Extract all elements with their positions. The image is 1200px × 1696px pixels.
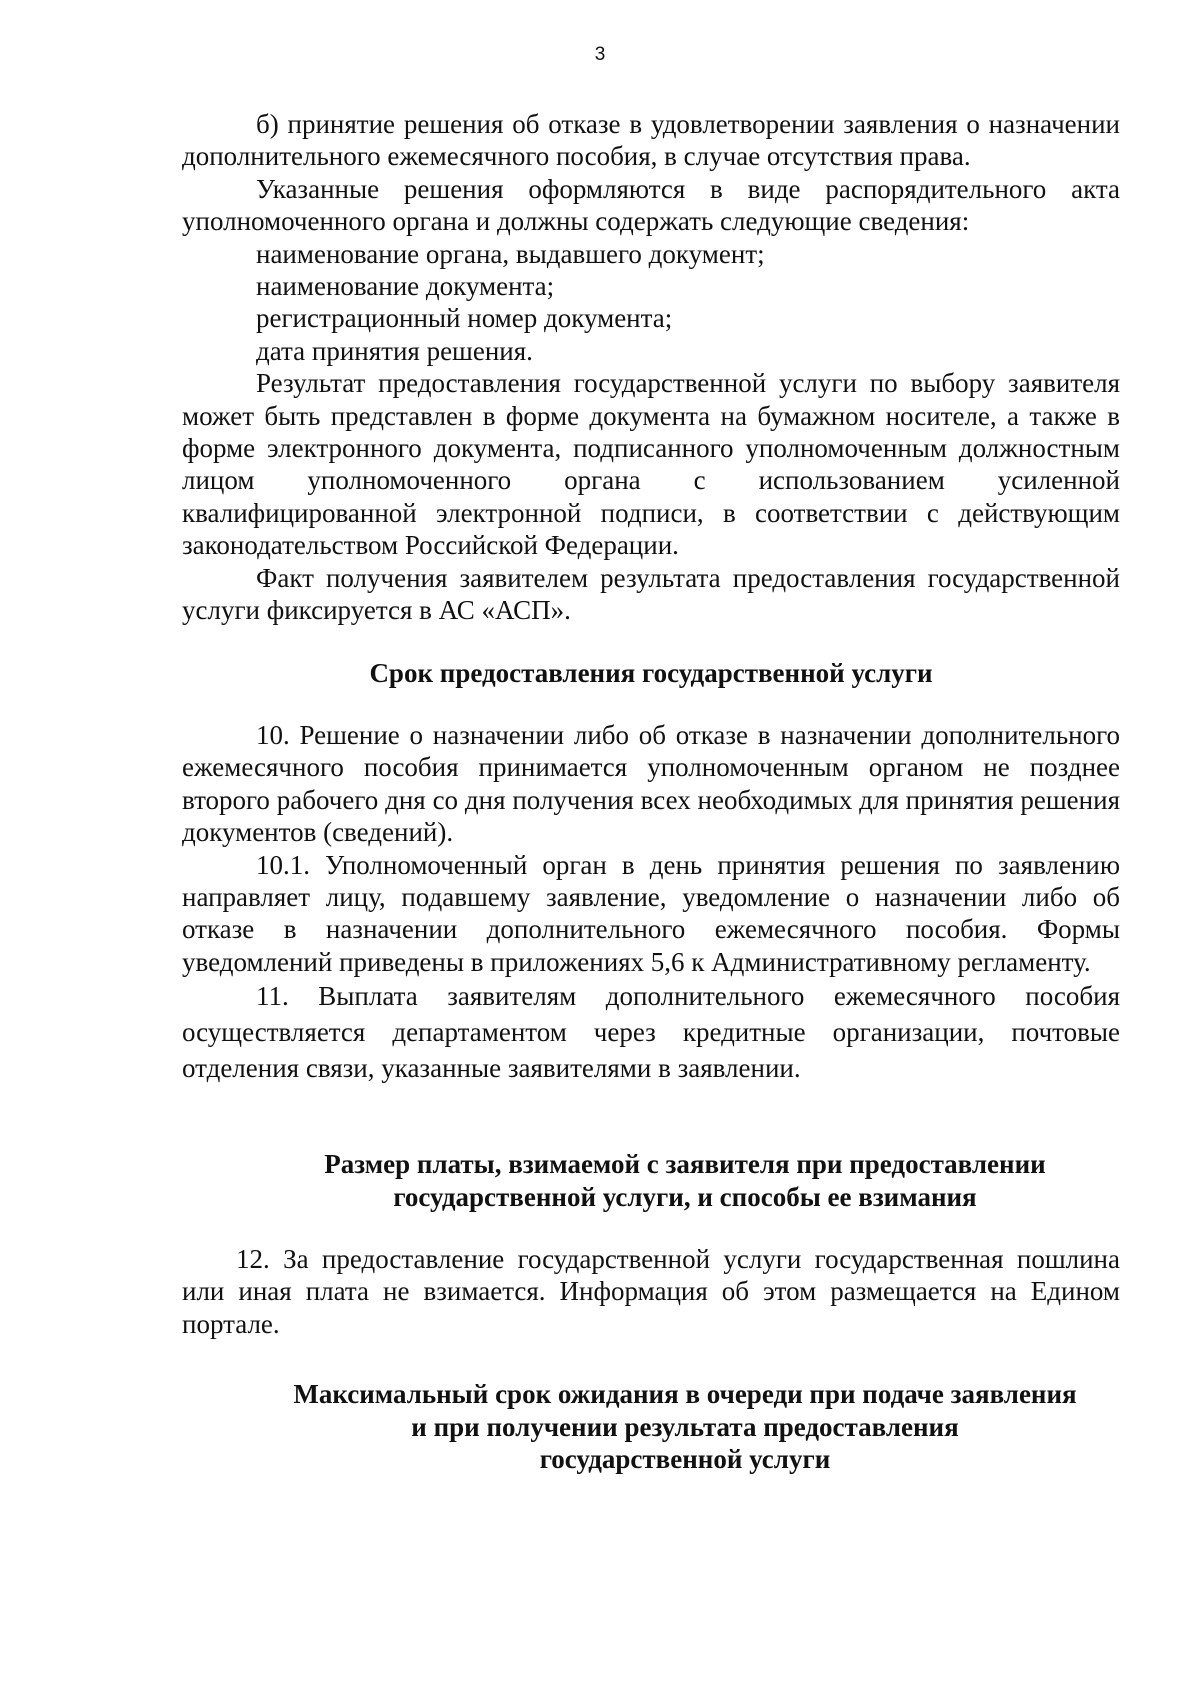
paragraph-10-1: 10.1. Уполномоченный орган в день принятия решения по заявлению направляет лицу, подавшему заявление, уведомление о назначении либо об отказе в назначении дополнительного ежемесячного пособия. Формы уведомлений приведены в приложениях 5,6 к Административному регламенту. [182,849,1120,977]
heading-line: государственной услуги, и способы ее взимания [393,1181,977,1212]
paragraph-12: 12. За предоставление государственной услуги государственная пошлина или иная плата не взимается. Информация об этом размещается на Едином портале. [182,1243,1120,1339]
section-heading-queue [182,1378,1120,1475]
list-item: регистрационный номер документа; [256,303,673,334]
paragraph-10: 10. Решение о назначении либо об отказе в назначении дополнительного ежемесячного пособия принимается уполномоченным органом не позднее второго рабочего дня со дня получения всех необходимых для принятия решения документов (сведений). [182,719,1120,848]
list-item: дата принятия решения. [256,335,533,366]
paragraph-result-fact: Факт получения заявителем результата предоставления государственной услуги фиксируется в АС «АСП». [182,562,1120,626]
paragraph-decision-form: Указанные решения оформляются в виде распорядительного акта уполномоченного органа и должны содержать следующие сведения: [182,173,1120,237]
heading-line: государственной услуги [539,1444,831,1474]
paragraph-refusal-decision: б) принятие решения об отказе в удовлетворении заявления о назначении дополнительного ежемесячного пособия, в случае отсутствия права. [182,109,1120,172]
page-number: 3 [594,44,606,65]
list-item: наименование документа; [256,271,555,302]
paragraph-11: 11. Выплата заявителям дополнительного ежемесячного пособия осуществляется департаментом через кредитные организации, почтовые отделения связи, указанные заявителями в заявлении. [182,981,1120,1084]
paragraph-result-form: Результат предоставления государственной услуги по выбору заявителя может быть представлен в форме документа на бумажном носителе, а также в форме электронного документа, подписанного уполномоченным должностным лицом уполномоченного органа с использованием усиленной квалифицированной электронной подписи, в соответствии с действующим законодательством Российской Федерации. [182,368,1120,561]
list-item: наименование органа, выдавшего документ; [256,238,765,269]
section-heading-term: Срок предоставления государственной услуги [369,657,933,688]
document-body [182,108,1120,1475]
heading-line: и при получении результата предоставления [411,1411,959,1442]
heading-line: Максимальный срок ожидания в очереди при подаче заявления [293,1379,1077,1410]
section-heading-fee [182,1148,1120,1213]
heading-line: Размер платы, взимаемой с заявителя при предоставлении [324,1149,1046,1180]
